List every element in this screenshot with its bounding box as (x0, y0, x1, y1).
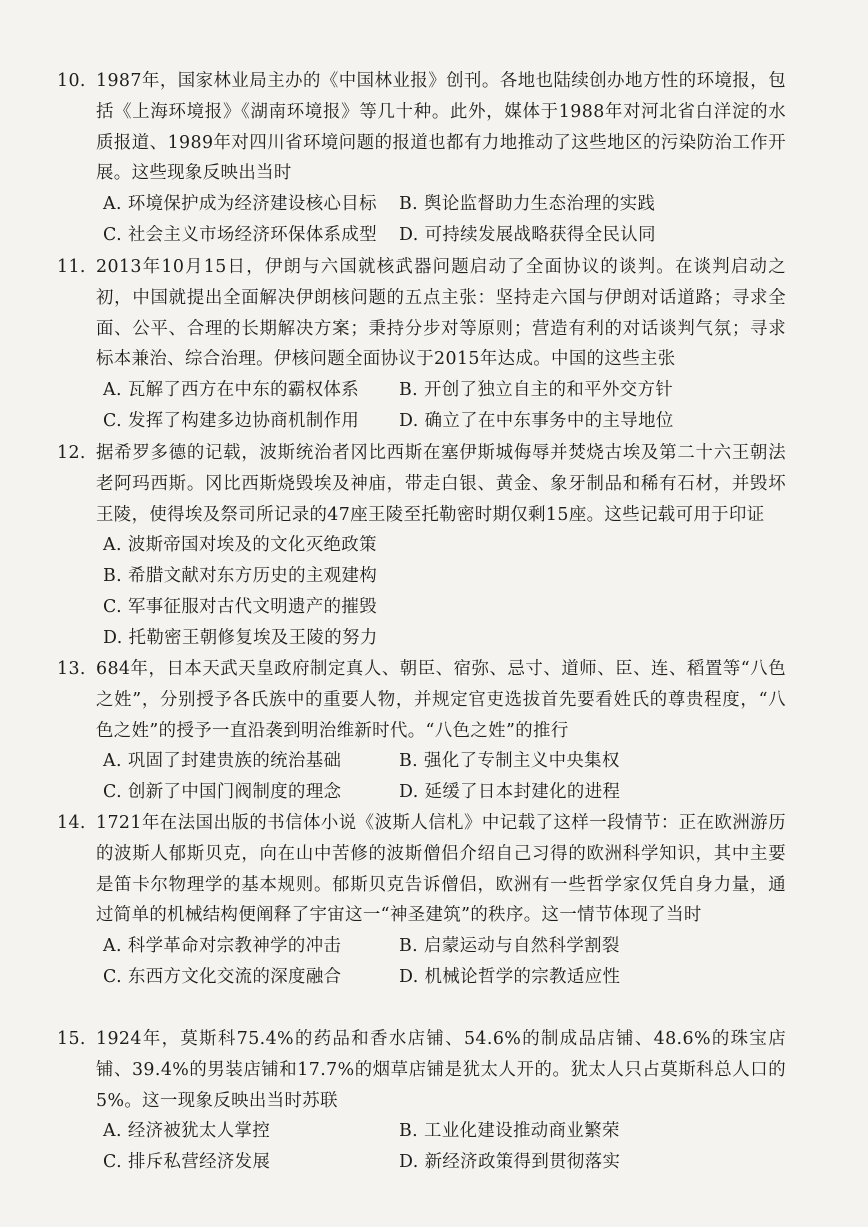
answer-options (96, 189, 786, 251)
option-b[interactable]: B. 舆论监督助力生态治理的实践 (399, 194, 656, 215)
question-stem (57, 252, 786, 375)
option-a[interactable]: A. 巩固了封建贵族的统治基础 (103, 751, 342, 772)
option-c[interactable]: C. 排斥私营经济发展 (103, 1152, 271, 1173)
question-11 (57, 252, 786, 437)
option-d[interactable]: D. 可持续发展战略获得全民认同 (399, 224, 656, 245)
option-d[interactable]: D. 延缓了日本封建化的进程 (399, 782, 621, 803)
option-a[interactable]: A. 环境保护成为经济建设核心目标 (103, 194, 377, 215)
option-a[interactable]: A. 科学革命对宗教神学的冲击 (103, 936, 342, 957)
answer-options (96, 375, 786, 437)
question-13 (57, 654, 786, 808)
option-b[interactable]: B. 强化了专制主义中央集权 (399, 751, 620, 772)
question-text: 2013年10月15日，伊朗与六国就核武器问题启动了全面协议的谈判。在谈判启动之初，中国就提出全面解决伊朗核问题的五点主张：坚持走六国与伊朗对话道路；寻求全面、公平、合理的长期解决方案；秉持分步对等原则；营造有利的对话谈判气氛；寻求标本兼治、综合治理。伊核问题全面协议于2015年达成。中国的这些主张 (96, 257, 786, 370)
question-text: 1721年在法国出版的书信体小说《波斯人信札》中记载了这样一段情节：正在欧洲游历的波斯人郁斯贝克，向在山中苦修的波斯僧侣介绍自己习得的欧洲科学知识，其中主要是笛卡尔物理学的基本规则。郁斯贝克告诉僧侣，欧洲有一些哲学家仅凭自身力量，通过简单的机械结构便阐释了宇宙这一“神圣建筑”的秩序。这一情节体现了当时 (96, 813, 786, 926)
question-stem (57, 654, 786, 746)
option-c[interactable]: C. 社会主义市场经济环保体系成型 (103, 224, 378, 245)
option-c[interactable]: C. 发挥了构建多边协商机制作用 (103, 410, 360, 431)
answer-options (96, 1116, 786, 1178)
option-b[interactable]: B. 启蒙运动与自然科学割裂 (399, 936, 620, 957)
option-d[interactable]: D. 确立了在中东事务中的主导地位 (399, 410, 674, 431)
question-number: 15. (57, 1029, 86, 1049)
question-12 (57, 438, 786, 654)
option-b[interactable]: B. 工业化建设推动商业繁荣 (399, 1121, 620, 1142)
option-c[interactable]: C. 军事征服对古代文明遗产的摧毁 (103, 596, 378, 617)
question-number: 14. (57, 813, 86, 833)
question-14 (57, 808, 786, 993)
question-15 (57, 1024, 786, 1178)
question-number: 10. (57, 71, 86, 91)
question-stem (57, 438, 786, 530)
option-d[interactable]: D. 托勒密王朝修复埃及王陵的努力 (103, 627, 378, 648)
option-b[interactable]: B. 开创了独立自主的和平外交方针 (399, 380, 674, 401)
question-text: 684年，日本天武天皇政府制定真人、朝臣、宿弥、忌寸、道师、臣、连、稻置等“八色之姓”，分别授予各氏族中的重要人物，并规定官吏选拔首先要看姓氏的尊贵程度，“八色之姓”的授予一直沿袭到明治维新时代。“八色之姓”的推行 (96, 659, 786, 741)
question-stem (57, 1024, 786, 1116)
question-text: 1924年，莫斯科75.4%的药品和香水店铺、54.6%的制成品店铺、48.6%的珠宝店铺、39.4%的男装店铺和17.7%的烟草店铺是犹太人开的。犹太人只占莫斯科总人口的5%。这一现象反映出当时苏联 (96, 1029, 786, 1111)
option-d[interactable]: D. 机械论哲学的宗教适应性 (399, 966, 621, 987)
answer-options (96, 530, 786, 653)
question-text: 1987年，国家林业局主办的《中国林业报》创刊。各地也陆续创办地方性的环境报，包括《上海环境报》《湖南环境报》等几十种。此外，媒体于1988年对河北省白洋淀的水质报道、1989年对四川省环境问题的报道也都有力地推动了这些地区的污染防治工作开展。这些现象反映出当时 (96, 71, 786, 184)
answer-options (96, 931, 786, 993)
question-10 (57, 66, 786, 251)
option-b[interactable]: B. 希腊文献对东方历史的主观建构 (103, 566, 378, 587)
option-c[interactable]: C. 东西方文化交流的深度融合 (103, 966, 342, 987)
question-stem (57, 66, 786, 189)
answer-options (96, 746, 786, 808)
option-c[interactable]: C. 创新了中国门阀制度的理念 (103, 782, 342, 803)
question-number: 13. (57, 659, 86, 679)
option-a[interactable]: A. 瓦解了西方在中东的霸权体系 (103, 380, 360, 401)
option-a[interactable]: A. 经济被犹太人掌控 (103, 1121, 271, 1142)
question-text: 据希罗多德的记载，波斯统治者冈比西斯在塞伊斯城侮辱并焚烧古埃及第二十六王朝法老阿玛西斯。冈比西斯烧毁埃及神庙，带走白银、黄金、象牙制品和稀有石材，并毁坏王陵，使得埃及祭司所记录的47座王陵至托勒密时期仅剩15座。这些记载可用于印证 (96, 443, 786, 525)
question-number: 11. (57, 257, 86, 277)
question-stem (57, 808, 786, 931)
option-a[interactable]: A. 波斯帝国对埃及的文化灭绝政策 (103, 535, 377, 556)
option-d[interactable]: D. 新经济政策得到贯彻落实 (399, 1152, 621, 1173)
question-number: 12. (57, 443, 86, 463)
